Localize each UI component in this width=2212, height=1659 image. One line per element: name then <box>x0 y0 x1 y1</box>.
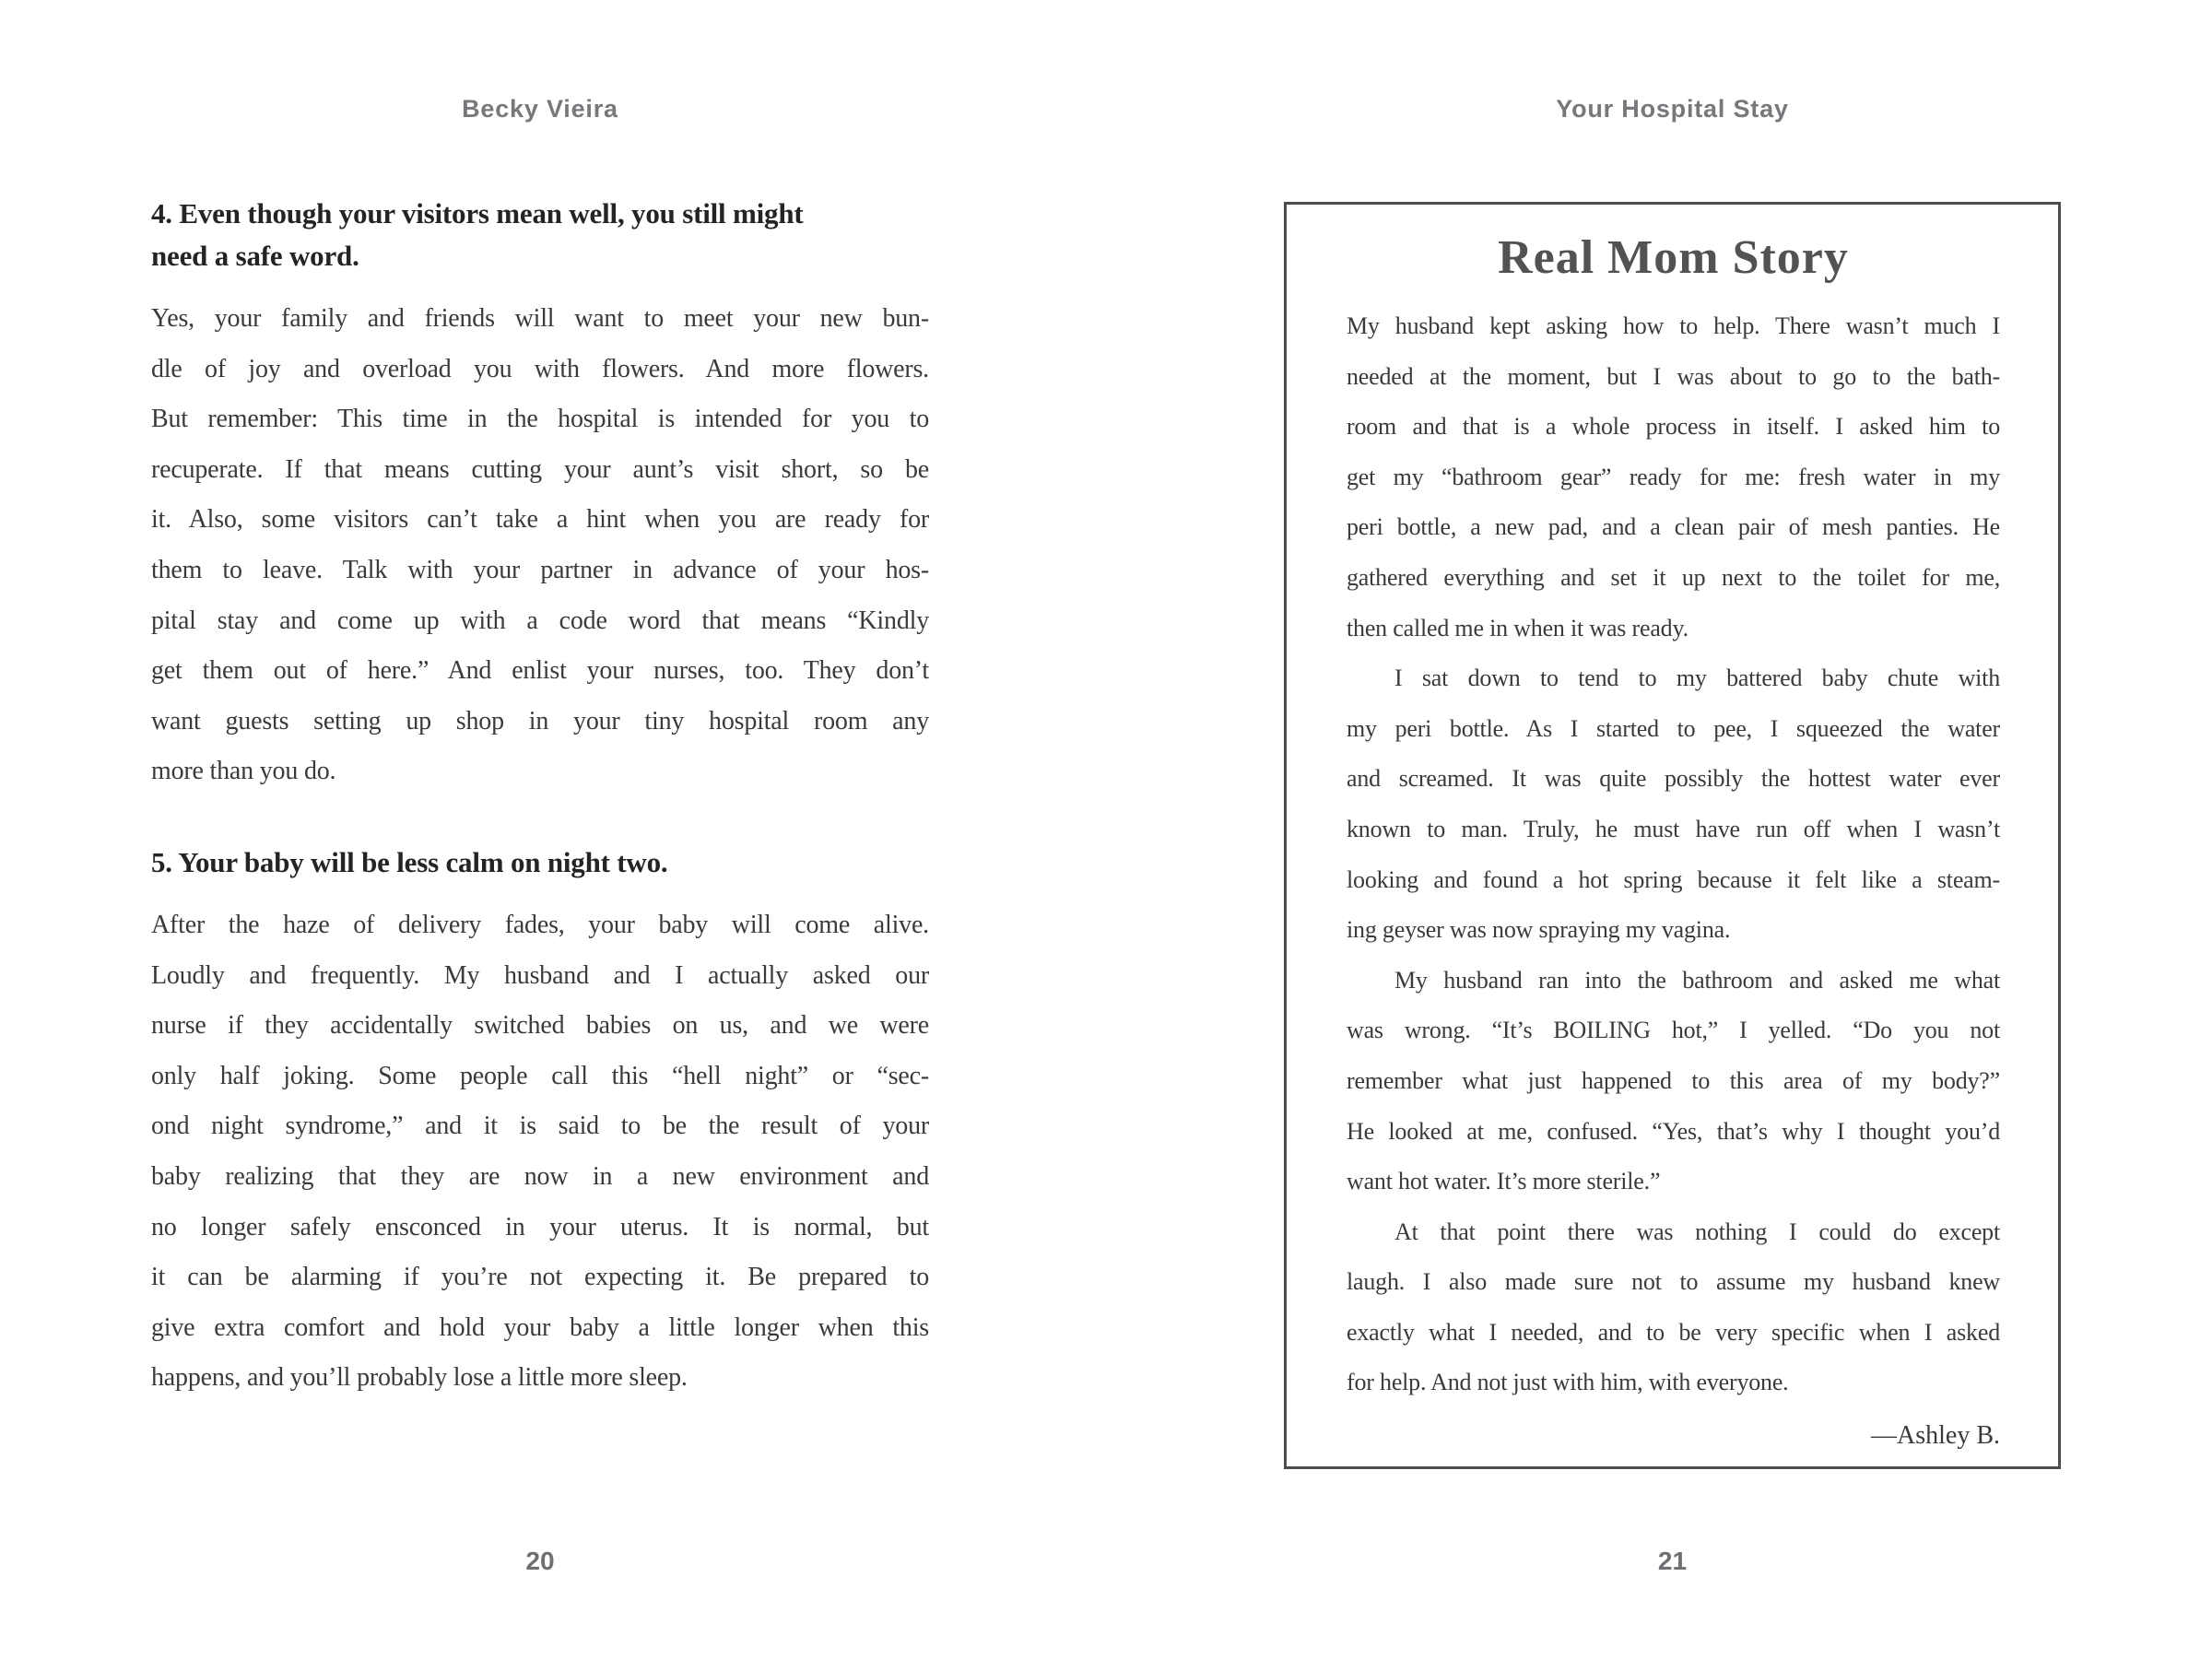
text-line: looking and found a hot spring because it felt like a steam- <box>1347 865 2000 893</box>
text-line: for help. And not just with him, with everyone. <box>1347 1369 1789 1396</box>
story-box-title: Real Mom Story <box>1498 231 1849 284</box>
text-line: gathered everything and set it up next to the toilet for me, <box>1347 563 2000 591</box>
text-line: He looked at me, confused. “Yes, that’s why I thought you’d <box>1347 1117 2000 1145</box>
text-line: want guests setting up shop in your tiny hospital room any <box>151 706 929 735</box>
running-head-chapter: Your Hospital Stay <box>1556 95 1789 123</box>
text-line: known to man. Truly, he must have run off when I wasn’t <box>1347 815 2000 842</box>
story-paragraph-2 <box>1347 653 2000 956</box>
story-paragraph-3 <box>1347 956 2000 1207</box>
text-line: it. Also, some visitors can’t take a hint when you are ready for <box>151 505 929 535</box>
text-line: no longer safely ensconced in your uterus. It is normal, but <box>151 1212 929 1241</box>
text-line: want hot water. It’s more sterile.” <box>1347 1168 1661 1195</box>
text-line: get my “bathroom gear” ready for me: fresh water in my <box>1347 463 2000 490</box>
text-line: 5. Your baby will be less calm on night two. <box>151 845 668 878</box>
text-line: Loudly and frequently. My husband and I actually asked our <box>151 960 929 990</box>
text-line: room and that is a whole process in itself. I asked him to <box>1347 413 2000 441</box>
text-line: peri bottle, a new pad, and a clean pair of mesh panties. He <box>1347 513 2000 541</box>
text-line: get them out of here.” And enlist your nurses, too. They don’t <box>151 656 929 686</box>
text-line: was wrong. “It’s BOILING hot,” I yelled. “Do you not <box>1347 1017 2000 1044</box>
story-paragraph-4 <box>1347 1207 2000 1408</box>
text-line: nurse if they accidentally switched babies on us, and we were <box>151 1011 929 1041</box>
text-line: laugh. I also made sure not to assume my husband knew <box>1347 1268 2000 1296</box>
section-heading-4 <box>151 193 929 277</box>
text-line: My husband ran into the bathroom and asked me what <box>1394 966 2000 994</box>
text-line: My husband kept asking how to help. There wasn’t much I <box>1347 312 2000 339</box>
text-line: pital stay and come up with a code word that means “Kindly <box>151 606 929 635</box>
section-heading-5 <box>151 841 929 884</box>
section-5-paragraph <box>151 900 929 1404</box>
text-line: ond night syndrome,” and it is said to be the result of your <box>151 1112 929 1141</box>
text-line: give extra comfort and hold your baby a little longer when this <box>151 1312 929 1342</box>
text-line: my peri bottle. As I started to pee, I squeezed the water <box>1347 714 2000 742</box>
page-number-left: 20 <box>525 1547 555 1575</box>
text-line: baby realizing that they are now in a new environment and <box>151 1161 929 1191</box>
text-line: I sat down to tend to my battered baby chute with <box>1394 665 2000 692</box>
text-line: exactly what I needed, and to be very specific when I asked <box>1347 1318 2000 1346</box>
text-line: need a safe word. <box>151 240 359 272</box>
text-line: After the haze of delivery fades, your baby will come alive. <box>151 910 929 939</box>
text-line: happens, and you’ll probably lose a little more sleep. <box>151 1363 688 1393</box>
text-line: But remember: This time in the hospital is intended for you to <box>151 405 929 434</box>
real-mom-story-box <box>1284 202 2061 1469</box>
text-line: dle of joy and overload you with flowers. And more flowers. <box>151 354 929 383</box>
text-line: and screamed. It was quite possibly the hottest water ever <box>1347 765 2000 793</box>
text-line: remember what just happened to this area of my body?” <box>1347 1066 2000 1094</box>
text-line: 4. Even though your visitors mean well, you still might <box>151 197 804 229</box>
text-line: then called me in when it was ready. <box>1347 614 1688 641</box>
text-line: Yes, your family and friends will want to meet your new bun- <box>151 304 929 333</box>
text-line: them to leave. Talk with your partner in advance of your hos- <box>151 555 929 584</box>
text-line: more than you do. <box>151 757 336 786</box>
story-signature: —Ashley B. <box>1871 1421 2000 1451</box>
right-page <box>1106 0 2212 1659</box>
text-line: ing geyser was now spraying my vagina. <box>1347 916 1731 944</box>
text-line: At that point there was nothing I could do except <box>1394 1218 2000 1245</box>
text-line: only half joking. Some people call this “hell night” or “sec- <box>151 1061 929 1090</box>
text-line: recuperate. If that means cutting your aunt’s visit short, so be <box>151 454 929 484</box>
running-head-author: Becky Vieira <box>462 95 618 123</box>
page-number-right: 21 <box>1657 1547 1688 1575</box>
story-paragraph-1 <box>1347 301 2000 653</box>
left-page-text-column <box>151 193 929 1404</box>
text-line: it can be alarming if you’re not expecting it. Be prepared to <box>151 1263 929 1292</box>
section-4-paragraph <box>151 294 929 797</box>
text-line: needed at the moment, but I was about to go to the bath- <box>1347 362 2000 390</box>
